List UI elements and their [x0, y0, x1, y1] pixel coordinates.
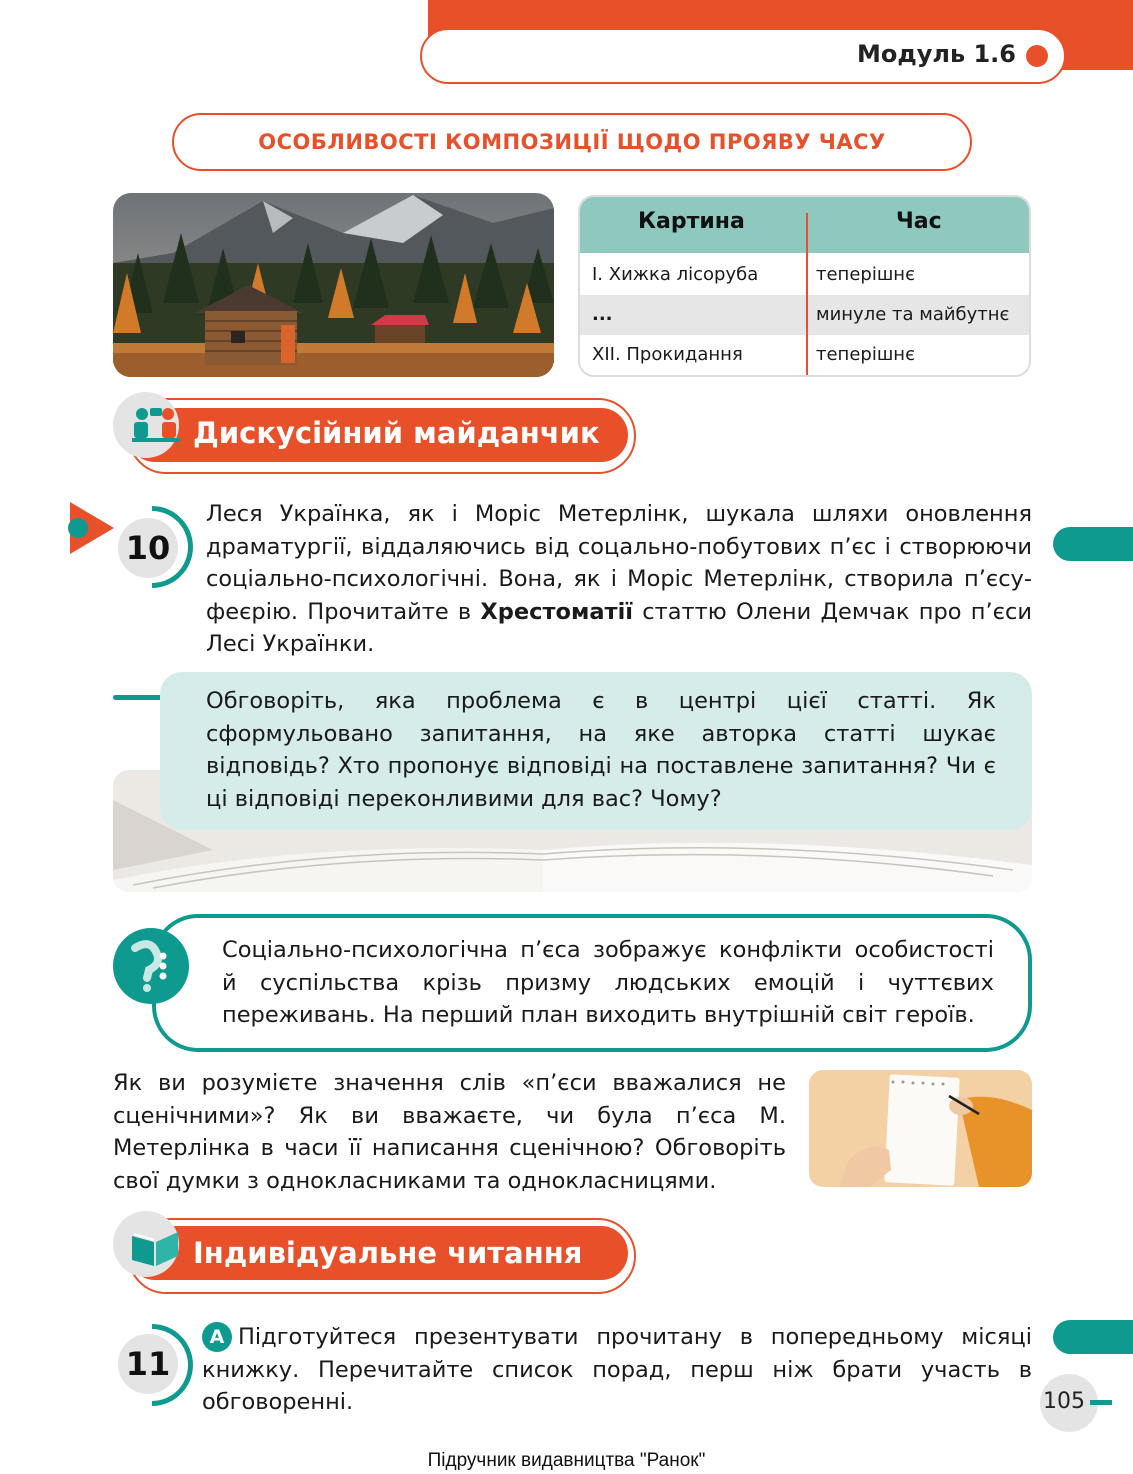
task-10-text	[206, 498, 1032, 661]
module-label: Модуль 1.6	[856, 40, 1016, 68]
table-row	[580, 295, 1029, 335]
discussion-questions-text: Обговоріть, яка проблема є в центрі цієї статті. Як сформульовано запитання, на яке авторка статті шукає відповідь? Хто пропонує відповіді на поставлене запитання? Чи є ці відповіді переконливими для вас? Чому?	[206, 688, 996, 812]
table-cell: теперішнє	[816, 344, 915, 365]
table-cell: минуле та майбутнє	[816, 304, 1010, 325]
cabin-forest-image	[113, 193, 554, 377]
table-divider	[806, 213, 808, 377]
task-number-11: 11	[118, 1334, 178, 1394]
task-number-10: 10	[118, 518, 178, 578]
table-row	[580, 335, 1029, 375]
table-cell: ...	[592, 304, 613, 325]
anthology-link-text: Хрестоматії	[480, 598, 634, 625]
task-11-text-body: Підготуйтеся презентувати прочитану в попередньому місяці книжку. Перечитайте список порад, перш ніж брати участь в обговоренні.	[202, 1324, 1032, 1415]
task-badge-a: А	[202, 1322, 232, 1352]
page-number: 105	[1043, 1389, 1085, 1414]
table-cell: теперішнє	[816, 264, 915, 285]
reading-title: Індивідуальне читання	[193, 1236, 583, 1270]
side-tab	[1053, 527, 1133, 561]
publisher-footer: Підручник видавництва "Ранок"	[427, 1450, 706, 1471]
side-tab	[1053, 1320, 1133, 1354]
module-dot-icon	[1026, 45, 1048, 67]
discussion-title: Дискусійний майданчик	[193, 416, 600, 450]
page-number-dash	[1090, 1400, 1112, 1405]
discussion-people-icon	[130, 404, 182, 456]
table-cell: XII. Прокидання	[592, 344, 743, 365]
notebook-image	[809, 1070, 1032, 1187]
task-10-text-part: статтю Олени Демчак про п’єси Лесі Українки.	[206, 598, 1032, 657]
open-book-icon	[128, 1226, 182, 1274]
discussion-questions-box	[160, 672, 1032, 830]
table-row	[580, 255, 1029, 295]
definition-text: Соціально-психологічна п’єса зображує конфлікти особистості й суспільства крізь призму людських емоцій і чуттєвих переживань. На перший план виходить внутрішній світ героїв.	[222, 937, 994, 1028]
table-header-cell: Картина	[638, 209, 745, 234]
definition-info-icon	[113, 928, 189, 1004]
table-cell: I. Хижка лісоруба	[592, 264, 759, 285]
definition-box	[152, 914, 1032, 1052]
time-composition-table	[578, 195, 1031, 377]
question-text: Як ви розумієте значення слів «п’єси вважалися не сценічними»? Як ви вважаєте, чи була п’єса М. Метерлінка в часи її написання сценічною? Обговоріть свої думки з однокласниками та однокласницями.	[113, 1070, 786, 1194]
section-title-pill	[172, 113, 972, 171]
section-title: ОСОБЛИВОСТІ КОМПОЗИЦІЇ ЩОДО ПРОЯВУ ЧАСУ	[258, 130, 886, 154]
task-11-text	[202, 1321, 1032, 1419]
arrow-dot-icon	[68, 518, 88, 538]
task-10-text-part: Леся Українка, як і Моріс Метерлінк, шукала шляхи оновлення драматургії, віддаляючись від соцально-побутових п’єс і створюючи соціально-психологічні. Вона, як і Моріс Метерлінк, створила п’єсу-феєрію. Прочитайте в	[206, 501, 1032, 625]
table-header-cell: Час	[896, 209, 942, 234]
